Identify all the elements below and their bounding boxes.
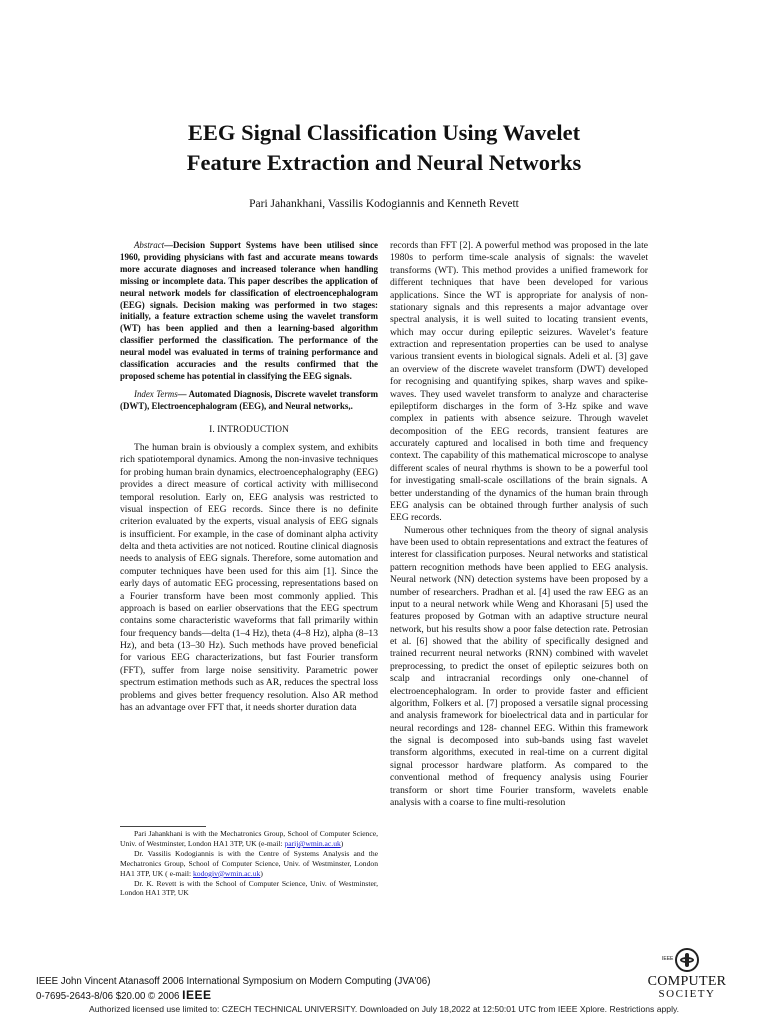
paper-title bbox=[0, 118, 768, 178]
abstract-text: —Decision Support Systems have been utilised since 1960, providing physicians with fast and accurate means towards more accurate diagnoses and increased tolerance when handling missing or incomplete data. This paper describes the application of neural network models for classification of electroencephalogram (EEG) signals. Decision making was performed in two stages: initially, a feature extraction scheme using the wavelet transform (WT) has been applied and then a learning-based algorithm classifier performed the classification. The performance of the neural model was evaluated in terms of training performance and classification accuracies and the results confirmed that the proposed scheme has potential in classifying the EEG signals. bbox=[120, 240, 378, 381]
index-terms bbox=[120, 389, 378, 413]
ieee-logo: IEEE bbox=[182, 987, 212, 1002]
abstract bbox=[120, 240, 378, 383]
footnote-2: Dr. Vassilis Kodogiannis is with the Centre of Systems Analysis and the Mechatronics Group, School of Computer Science, Univ. of Westminster, London HA1 3TP, UK ( e-mail: kodogiv@wmin.ac.uk) bbox=[120, 848, 378, 878]
right-column bbox=[390, 240, 648, 809]
footnotes bbox=[120, 829, 378, 898]
title-line-2: Feature Extraction and Neural Networks bbox=[186, 150, 582, 175]
computer-society-logo bbox=[628, 948, 746, 1000]
footnote-1: Pari Jahankhani is with the Mechatronics Group, School of Computer Science, Univ. of Westminster, London HA1 3TP, UK (e-mail: parij@wmin.ac.uk) bbox=[120, 829, 378, 848]
footnote-3: Dr. K. Revett is with the School of Computer Science, Univ. of Westminster, London HA1 3TP, UK bbox=[120, 878, 378, 898]
conference-footer bbox=[36, 976, 636, 1003]
index-terms-text: — Automated Diagnosis, Discrete wavelet transform (DWT), Electroencephalogram (EEG), and Neural networks,. bbox=[120, 388, 378, 411]
intro-paragraph-1: The human brain is obviously a complex system, and exhibits rich spatiotemporal dynamics. Among the non-invasive techniques for probing human brain dynamics, electroencephalography (EEG) provides a direct measure of cortical activity with millisecond temporal resolution. Early on, EEG analysis was restricted to visual inspection of EEG records. Since there is no definite criterion evaluated by the experts, visual analysis of EEG signals is insufficient. For example, in the case of dominant alpha activity delta and theta activities are not noticed. Routine clinical diagnosis needs to analysis of EEG signals. Therefore, some automation and computer techniques have been used for this aim [1]. Since the early days of automatic EEG processing, representations based on a Fourier transform have been most commonly applied. This approach is based on earlier observations that the EEG spectrum contains some characteristic waveforms that fall primarily within four frequency bands—delta (1–4 Hz), theta (4–8 Hz), alpha (8–13 Hz), and beta (13–30 Hz). Such methods have proved beneficial for various EEG characterizations, but fast Fourier transform (FFT), suffer from large noise sensitivity. Parametric power spectrum estimation methods such as AR, reduces the spectral loss problems and gives better frequency resolution. Also AR method has an advantage over FFT that, it needs shorter duration data bbox=[120, 442, 378, 713]
left-column bbox=[120, 240, 378, 714]
email-link-parij[interactable]: parij@wmin.ac.uk bbox=[284, 838, 341, 848]
title-line-1: EEG Signal Classification Using Wavelet bbox=[187, 120, 581, 145]
index-terms-label: Index Terms bbox=[134, 388, 178, 399]
logo-ieee-small: IEEE bbox=[662, 956, 674, 962]
abstract-label: Abstract bbox=[134, 240, 165, 250]
computer-society-emblem-icon bbox=[675, 948, 699, 972]
logo-society-text: SOCIETY bbox=[658, 988, 716, 1000]
right-paragraph-2: Numerous other techniques from the theory of signal analysis have been used to obtain representations and extract the features of interest for classification purposes. Neural networks and statistical pattern recognition methods have been applied to EEG analysis. Neural network (NN) detection systems have been proposed by a number of researchers. Pradhan et al. [4] used the raw EEG as an input to a neural network while Weng and Khorasani [5] used the features proposed by Gotman with an adaptive structure neural network, but his results show a poor false detection rate. Petrosian et al. [6] showed that the ability of specifically designed and trained recurrent neural networks (RNN) combined with wavelet preprocessing, to predict the onset of epileptic seizures both on scalp and intracranial recordings only one-channel of electroencephalogram. In order to provide faster and efficient algorithm, Folkers et al. [7] proposed a versatile signal processing and analysis framework for bioelectrical data and in particular for neural recordings and 128- channel EEG. Within this framework the signal is decomposed into sub-bands using fast wavelet transform algorithms, executed in real-time on a current digital signal processor hardware platform. As compared to the conventional method of frequency analysis using Fourier transform or short time Fourier transform, wavelets enable analysis with a coarse to fine multi-resolution bbox=[390, 524, 648, 808]
author-list: Pari Jahankhani, Vassilis Kodogiannis and Kenneth Revett bbox=[249, 198, 519, 210]
copyright-line: 0-7695-2643-8/06 $20.00 © 2006 IEEE bbox=[36, 987, 212, 1002]
section-heading-introduction: I. INTRODUCTION bbox=[209, 424, 289, 435]
conference-name: IEEE John Vincent Atanasoff 2006 International Symposium on Modern Computing (JVA'06) bbox=[36, 976, 431, 987]
logo-computer-text: COMPUTER bbox=[647, 974, 727, 989]
email-link-kodogiv[interactable]: kodogiv@wmin.ac.uk bbox=[192, 868, 261, 878]
license-notice: Authorized licensed use limited to: CZECH TECHNICAL UNIVERSITY. Downloaded on July 18,2022 at 12:50:01 UTC from IEEE Xplore. Restrictions apply. bbox=[88, 1004, 680, 1014]
right-paragraph-1: records than FFT [2]. A powerful method was proposed in the late 1980s to perform time-scale analysis of signals: the wavelet transforms (WT). This method provides a unified framework for different techniques that have been developed for various applications. Since the WT is appropriate for analysis of non-stationary signals and this represents a major advantage over spectral analysis, it is well suited to locating transient events, which may occur during epileptic seizures. Wavelet’s feature extraction and representation properties can be used to analyse various transient events in biological signals. Adeli et al. [3] gave an overview of the discrete wavelet transform (DWT) developed for recognising and quantifying spikes, sharp waves and spike-waves. They used wavelet transform to analyze and characterise epileptiform discharges in the form of 3-Hz spike and wave complex in patients with absence seizure. Through wavelet decomposition of the EEG records, transient features are accurately captured and localised in both time and frequency context. The capability of this mathematical microscope to analyse different scales of neural rhythms is shown to be a powerful tool for investigating small-scale oscillations of the brain signals. A better understanding of the dynamics of the human brain through EEG analysis can be obtained through further analysis of such EEG records. bbox=[390, 240, 648, 524]
footnote-divider bbox=[120, 826, 206, 827]
